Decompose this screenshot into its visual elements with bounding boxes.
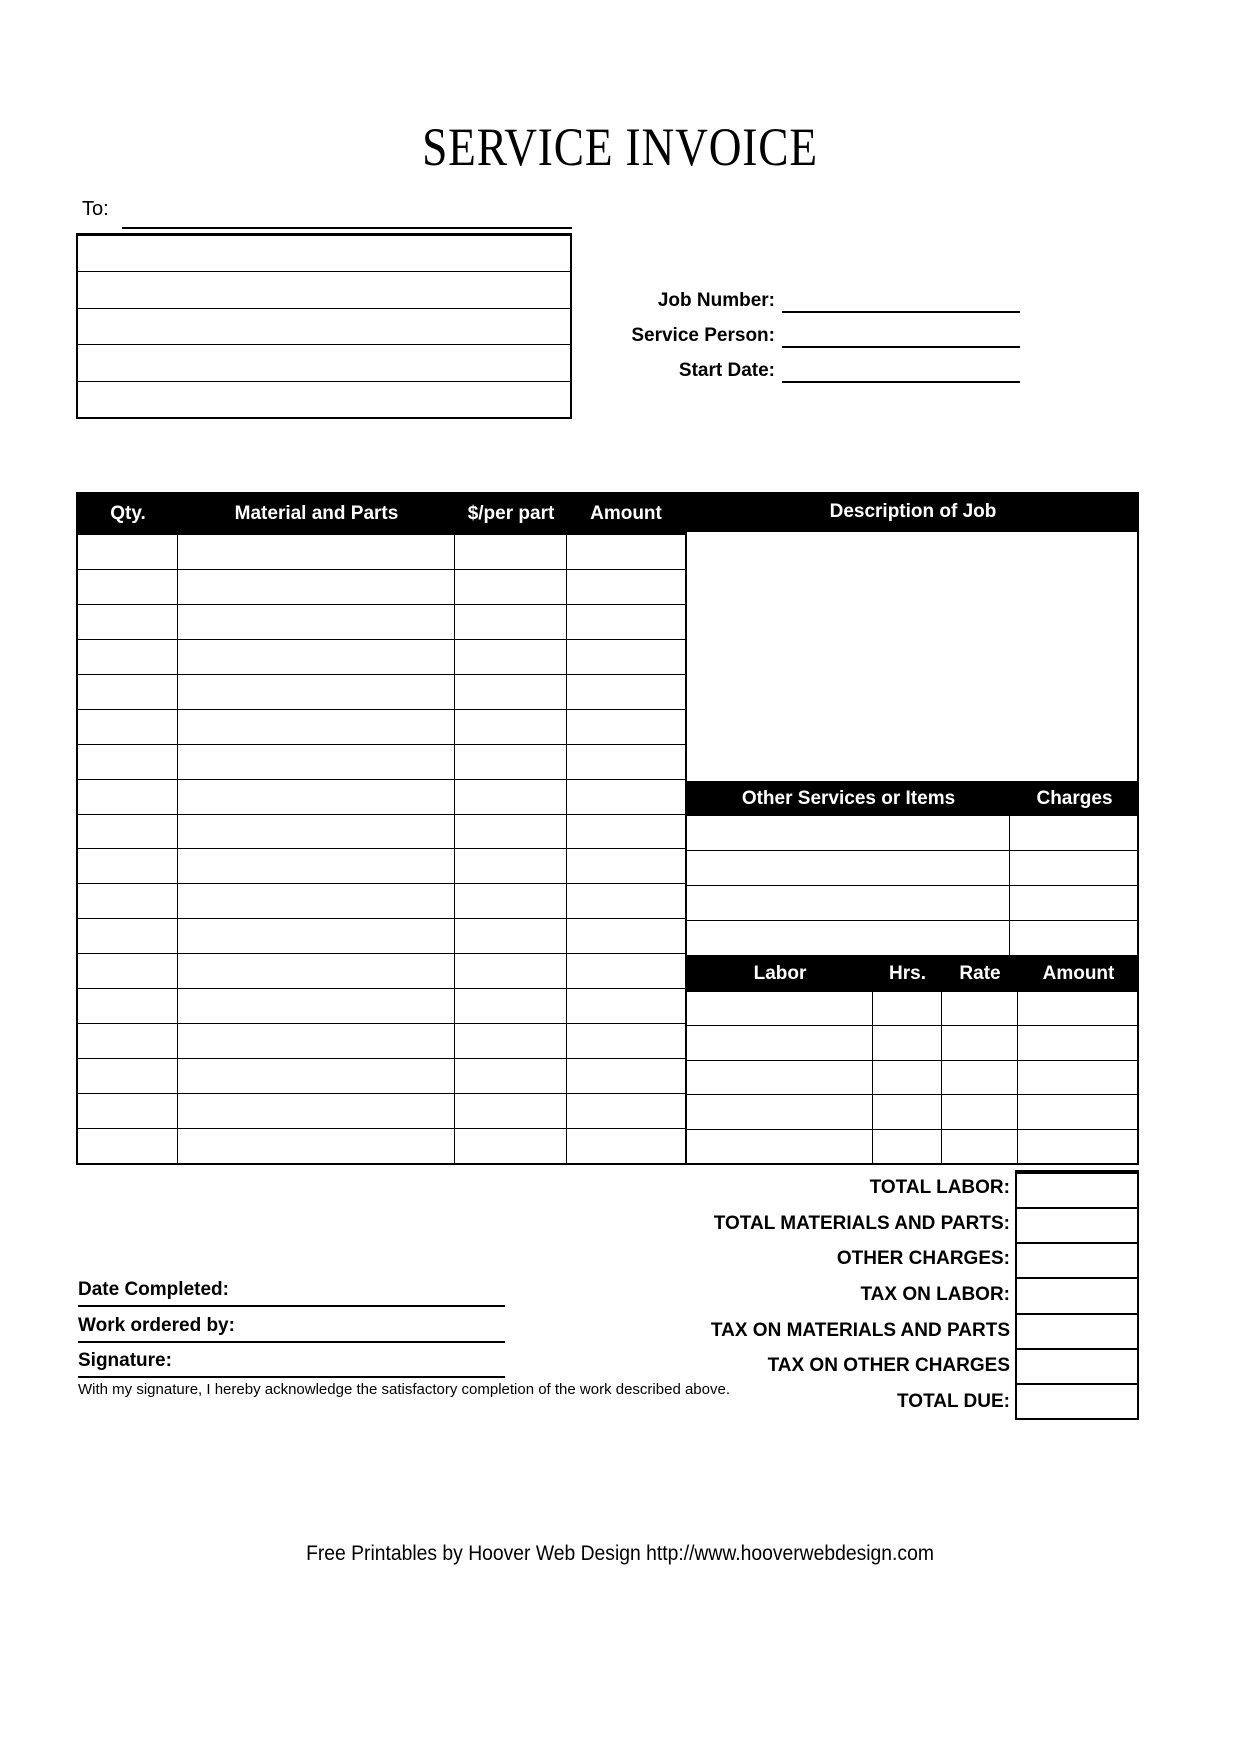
amount-cell[interactable]: [567, 954, 685, 988]
qty-cell[interactable]: [78, 535, 178, 569]
start-date-field: [679, 353, 1020, 383]
labor-cell[interactable]: [687, 992, 873, 1025]
other-services-header: Other Services or Items: [741, 787, 956, 809]
amount-cell[interactable]: [567, 815, 685, 849]
labor-row: [687, 1129, 1137, 1163]
total-value-box[interactable]: [1017, 1242, 1137, 1277]
per-part-cell[interactable]: [455, 570, 567, 604]
material-and-parts-cell[interactable]: [178, 745, 455, 779]
hrs-cell[interactable]: [873, 1061, 942, 1094]
amount-cell[interactable]: [567, 780, 685, 814]
materials-table-body: [78, 534, 685, 1163]
other-services-rows: [687, 816, 1139, 956]
job-number-fill-line[interactable]: [782, 283, 1020, 313]
materials-table-row: [78, 744, 685, 779]
amount-cell[interactable]: [567, 570, 685, 604]
labor-amount-cell[interactable]: [1018, 1130, 1137, 1163]
material-and-parts-cell[interactable]: [178, 919, 455, 953]
per-part-cell[interactable]: [455, 954, 567, 988]
per-part-header: $/per part: [467, 503, 555, 524]
per-part-cell[interactable]: [455, 535, 567, 569]
per-part-cell[interactable]: [455, 1129, 567, 1163]
labor-amount-cell[interactable]: [1018, 1095, 1137, 1128]
amount-cell[interactable]: [567, 535, 685, 569]
material-and-parts-cell[interactable]: [178, 1129, 455, 1163]
labor-cell[interactable]: [687, 1026, 873, 1059]
amount-header: Amount: [590, 503, 662, 524]
materials-table-row: [78, 918, 685, 953]
qty-cell[interactable]: [78, 570, 178, 604]
labor-cell[interactable]: [687, 1130, 873, 1163]
qty-cell[interactable]: [78, 919, 178, 953]
per-part-cell[interactable]: [455, 884, 567, 918]
other-service-item-cell[interactable]: [687, 921, 1010, 955]
labor-row: [687, 1060, 1137, 1094]
material-and-parts-header: Material and Parts: [234, 503, 399, 524]
rate-cell[interactable]: [942, 992, 1018, 1025]
materials-table-header: [78, 494, 685, 534]
charges-cell[interactable]: [1010, 886, 1137, 920]
service-person-fill-line[interactable]: [782, 318, 1020, 348]
amount-cell[interactable]: [567, 745, 685, 779]
start-date-label: Start Date:: [678, 360, 775, 381]
materials-table-row: [78, 534, 685, 569]
per-part-cell[interactable]: [455, 745, 567, 779]
date-completed-field[interactable]: [78, 1279, 505, 1307]
amount-cell[interactable]: [567, 989, 685, 1023]
material-and-parts-cell[interactable]: [178, 1094, 455, 1128]
signature-label: Signature:: [78, 1350, 172, 1371]
material-and-parts-cell[interactable]: [178, 535, 455, 569]
total-value-box[interactable]: [1017, 1277, 1137, 1312]
other-services-header-bar: [687, 781, 1139, 816]
total-value-box[interactable]: [1017, 1172, 1137, 1207]
charges-header: Charges: [1036, 787, 1113, 809]
per-part-cell[interactable]: [455, 780, 567, 814]
qty-cell[interactable]: [78, 849, 178, 883]
per-part-cell[interactable]: [455, 989, 567, 1023]
job-details-panel: [687, 492, 1139, 1165]
qty-cell[interactable]: [78, 954, 178, 988]
labor-row: [687, 1094, 1137, 1128]
other-service-item-cell[interactable]: [687, 886, 1010, 920]
materials-table-row: [78, 953, 685, 988]
job-number-field: [658, 283, 1020, 313]
to-address-row[interactable]: [78, 344, 570, 380]
per-part-cell[interactable]: [455, 815, 567, 849]
to-address-row[interactable]: [78, 308, 570, 344]
materials-table-row: [78, 848, 685, 883]
materials-table-row: [78, 1128, 685, 1163]
material-and-parts-cell[interactable]: [178, 1024, 455, 1058]
other-services-row: [687, 816, 1137, 851]
amount-cell[interactable]: [567, 1129, 685, 1163]
per-part-cell[interactable]: [455, 849, 567, 883]
total-value-box[interactable]: [1017, 1383, 1137, 1418]
amount-cell[interactable]: [567, 605, 685, 639]
materials-table-row: [78, 569, 685, 604]
rate-cell[interactable]: [942, 1061, 1018, 1094]
qty-cell[interactable]: [78, 745, 178, 779]
hrs-cell[interactable]: [873, 1026, 942, 1059]
qty-header: Qty.: [110, 503, 146, 524]
to-label: To:: [82, 198, 109, 220]
total-due-label: TOTAL DUE:: [897, 1391, 1010, 1413]
rate-cell[interactable]: [942, 1095, 1018, 1128]
materials-table-row: [78, 604, 685, 639]
materials-table-row: [78, 639, 685, 674]
qty-cell[interactable]: [78, 815, 178, 849]
labor-row: [687, 991, 1137, 1025]
qty-cell[interactable]: [78, 989, 178, 1023]
rate-header: Rate: [959, 962, 1001, 984]
materials-table-row: [78, 709, 685, 744]
material-and-parts-cell[interactable]: [178, 780, 455, 814]
hrs-cell[interactable]: [873, 992, 942, 1025]
labor-rows: [687, 991, 1139, 1165]
labor-row: [687, 1025, 1137, 1059]
rate-cell[interactable]: [942, 1026, 1018, 1059]
labor-amount-cell[interactable]: [1018, 1061, 1137, 1094]
materials-table-row: [78, 779, 685, 814]
materials-table-row: [78, 988, 685, 1023]
work-ordered-by-field[interactable]: [78, 1315, 505, 1343]
qty-cell[interactable]: [78, 884, 178, 918]
amount-cell[interactable]: [567, 919, 685, 953]
tax-on-materials-and-parts-label: TAX ON MATERIALS AND PARTS: [710, 1319, 1010, 1341]
amount-cell[interactable]: [567, 884, 685, 918]
amount-cell[interactable]: [567, 675, 685, 709]
labor-cell[interactable]: [687, 1061, 873, 1094]
amount-cell[interactable]: [567, 1024, 685, 1058]
material-and-parts-cell[interactable]: [178, 710, 455, 744]
qty-cell[interactable]: [78, 1129, 178, 1163]
labor-amount-cell[interactable]: [1018, 992, 1137, 1025]
other-service-item-cell[interactable]: [687, 816, 1010, 850]
qty-cell[interactable]: [78, 605, 178, 639]
total-value-box[interactable]: [1017, 1313, 1137, 1348]
other-services-row: [687, 851, 1137, 886]
material-and-parts-cell[interactable]: [178, 1059, 455, 1093]
signature-field[interactable]: [78, 1350, 505, 1378]
amount-cell[interactable]: [567, 849, 685, 883]
materials-table-row: [78, 814, 685, 849]
other-charges-label: OTHER CHARGES:: [836, 1248, 1010, 1270]
total-labor-label: TOTAL LABOR:: [869, 1176, 1010, 1198]
material-and-parts-cell[interactable]: [178, 849, 455, 883]
page-title: SERVICE INVOICE: [422, 117, 818, 177]
per-part-cell[interactable]: [455, 640, 567, 674]
to-fill-line[interactable]: [122, 227, 572, 229]
service-person-label: Service Person:: [631, 325, 775, 346]
start-date-fill-line[interactable]: [782, 353, 1020, 383]
hrs-cell[interactable]: [873, 1130, 942, 1163]
hrs-header: Hrs.: [889, 962, 926, 984]
labor-amount-cell[interactable]: [1018, 1026, 1137, 1059]
material-and-parts-cell[interactable]: [178, 815, 455, 849]
charges-cell[interactable]: [1010, 816, 1137, 850]
qty-cell[interactable]: [78, 1094, 178, 1128]
to-address-row[interactable]: [78, 271, 570, 307]
tax-on-labor-label: TAX ON LABOR:: [860, 1283, 1010, 1305]
qty-cell[interactable]: [78, 1024, 178, 1058]
qty-cell[interactable]: [78, 710, 178, 744]
to-address-row[interactable]: [78, 381, 570, 417]
amount-cell[interactable]: [567, 1094, 685, 1128]
totals-boxes: [1015, 1170, 1139, 1420]
tax-on-other-charges-label: TAX ON OTHER CHARGES: [767, 1355, 1010, 1377]
description-of-job-header: Description of Job: [687, 492, 1139, 532]
materials-table-row: [78, 1093, 685, 1128]
materials-table-row: [78, 883, 685, 918]
amount-cell[interactable]: [567, 640, 685, 674]
footer-credit: Free Printables by Hoover Web Design http://www.hooverwebdesign.com: [306, 1542, 934, 1565]
per-part-cell[interactable]: [455, 1024, 567, 1058]
charges-cell[interactable]: [1010, 851, 1137, 885]
per-part-cell[interactable]: [455, 919, 567, 953]
work-ordered-by-label: Work ordered by:: [78, 1315, 235, 1336]
materials-table: [76, 492, 687, 1165]
hrs-cell[interactable]: [873, 1095, 942, 1128]
qty-cell[interactable]: [78, 675, 178, 709]
labor-cell[interactable]: [687, 1095, 873, 1128]
labor-amount-header: Amount: [1042, 962, 1115, 984]
per-part-cell[interactable]: [455, 605, 567, 639]
rate-cell[interactable]: [942, 1130, 1018, 1163]
other-services-row: [687, 886, 1137, 921]
total-value-box[interactable]: [1017, 1207, 1137, 1242]
to-address-row[interactable]: [78, 235, 570, 271]
per-part-cell[interactable]: [455, 1094, 567, 1128]
labor-header-bar: [687, 956, 1139, 991]
description-of-job-area[interactable]: [687, 532, 1139, 781]
qty-cell[interactable]: [78, 640, 178, 674]
total-value-box[interactable]: [1017, 1348, 1137, 1383]
material-and-parts-cell[interactable]: [178, 954, 455, 988]
job-number-label: Job Number:: [657, 290, 775, 311]
other-services-row: [687, 921, 1137, 956]
materials-table-row: [78, 1058, 685, 1093]
per-part-cell[interactable]: [455, 1059, 567, 1093]
other-service-item-cell[interactable]: [687, 851, 1010, 885]
material-and-parts-cell[interactable]: [178, 605, 455, 639]
materials-table-row: [78, 1023, 685, 1058]
material-and-parts-cell[interactable]: [178, 570, 455, 604]
amount-cell[interactable]: [567, 1059, 685, 1093]
material-and-parts-cell[interactable]: [178, 675, 455, 709]
per-part-cell[interactable]: [455, 675, 567, 709]
material-and-parts-cell[interactable]: [178, 989, 455, 1023]
signature-disclaimer: With my signature, I hereby acknowledge the satisfactory completion of the work described above.: [78, 1381, 730, 1398]
per-part-cell[interactable]: [455, 710, 567, 744]
total-materials-and-parts-label: TOTAL MATERIALS AND PARTS:: [713, 1212, 1010, 1234]
date-completed-label: Date Completed:: [78, 1279, 229, 1300]
service-person-field: [631, 318, 1020, 348]
materials-table-row: [78, 674, 685, 709]
qty-cell[interactable]: [78, 1059, 178, 1093]
material-and-parts-cell[interactable]: [178, 640, 455, 674]
to-address-box: [76, 233, 572, 419]
material-and-parts-cell[interactable]: [178, 884, 455, 918]
amount-cell[interactable]: [567, 710, 685, 744]
qty-cell[interactable]: [78, 780, 178, 814]
labor-header: Labor: [753, 962, 807, 984]
charges-cell[interactable]: [1010, 921, 1137, 955]
